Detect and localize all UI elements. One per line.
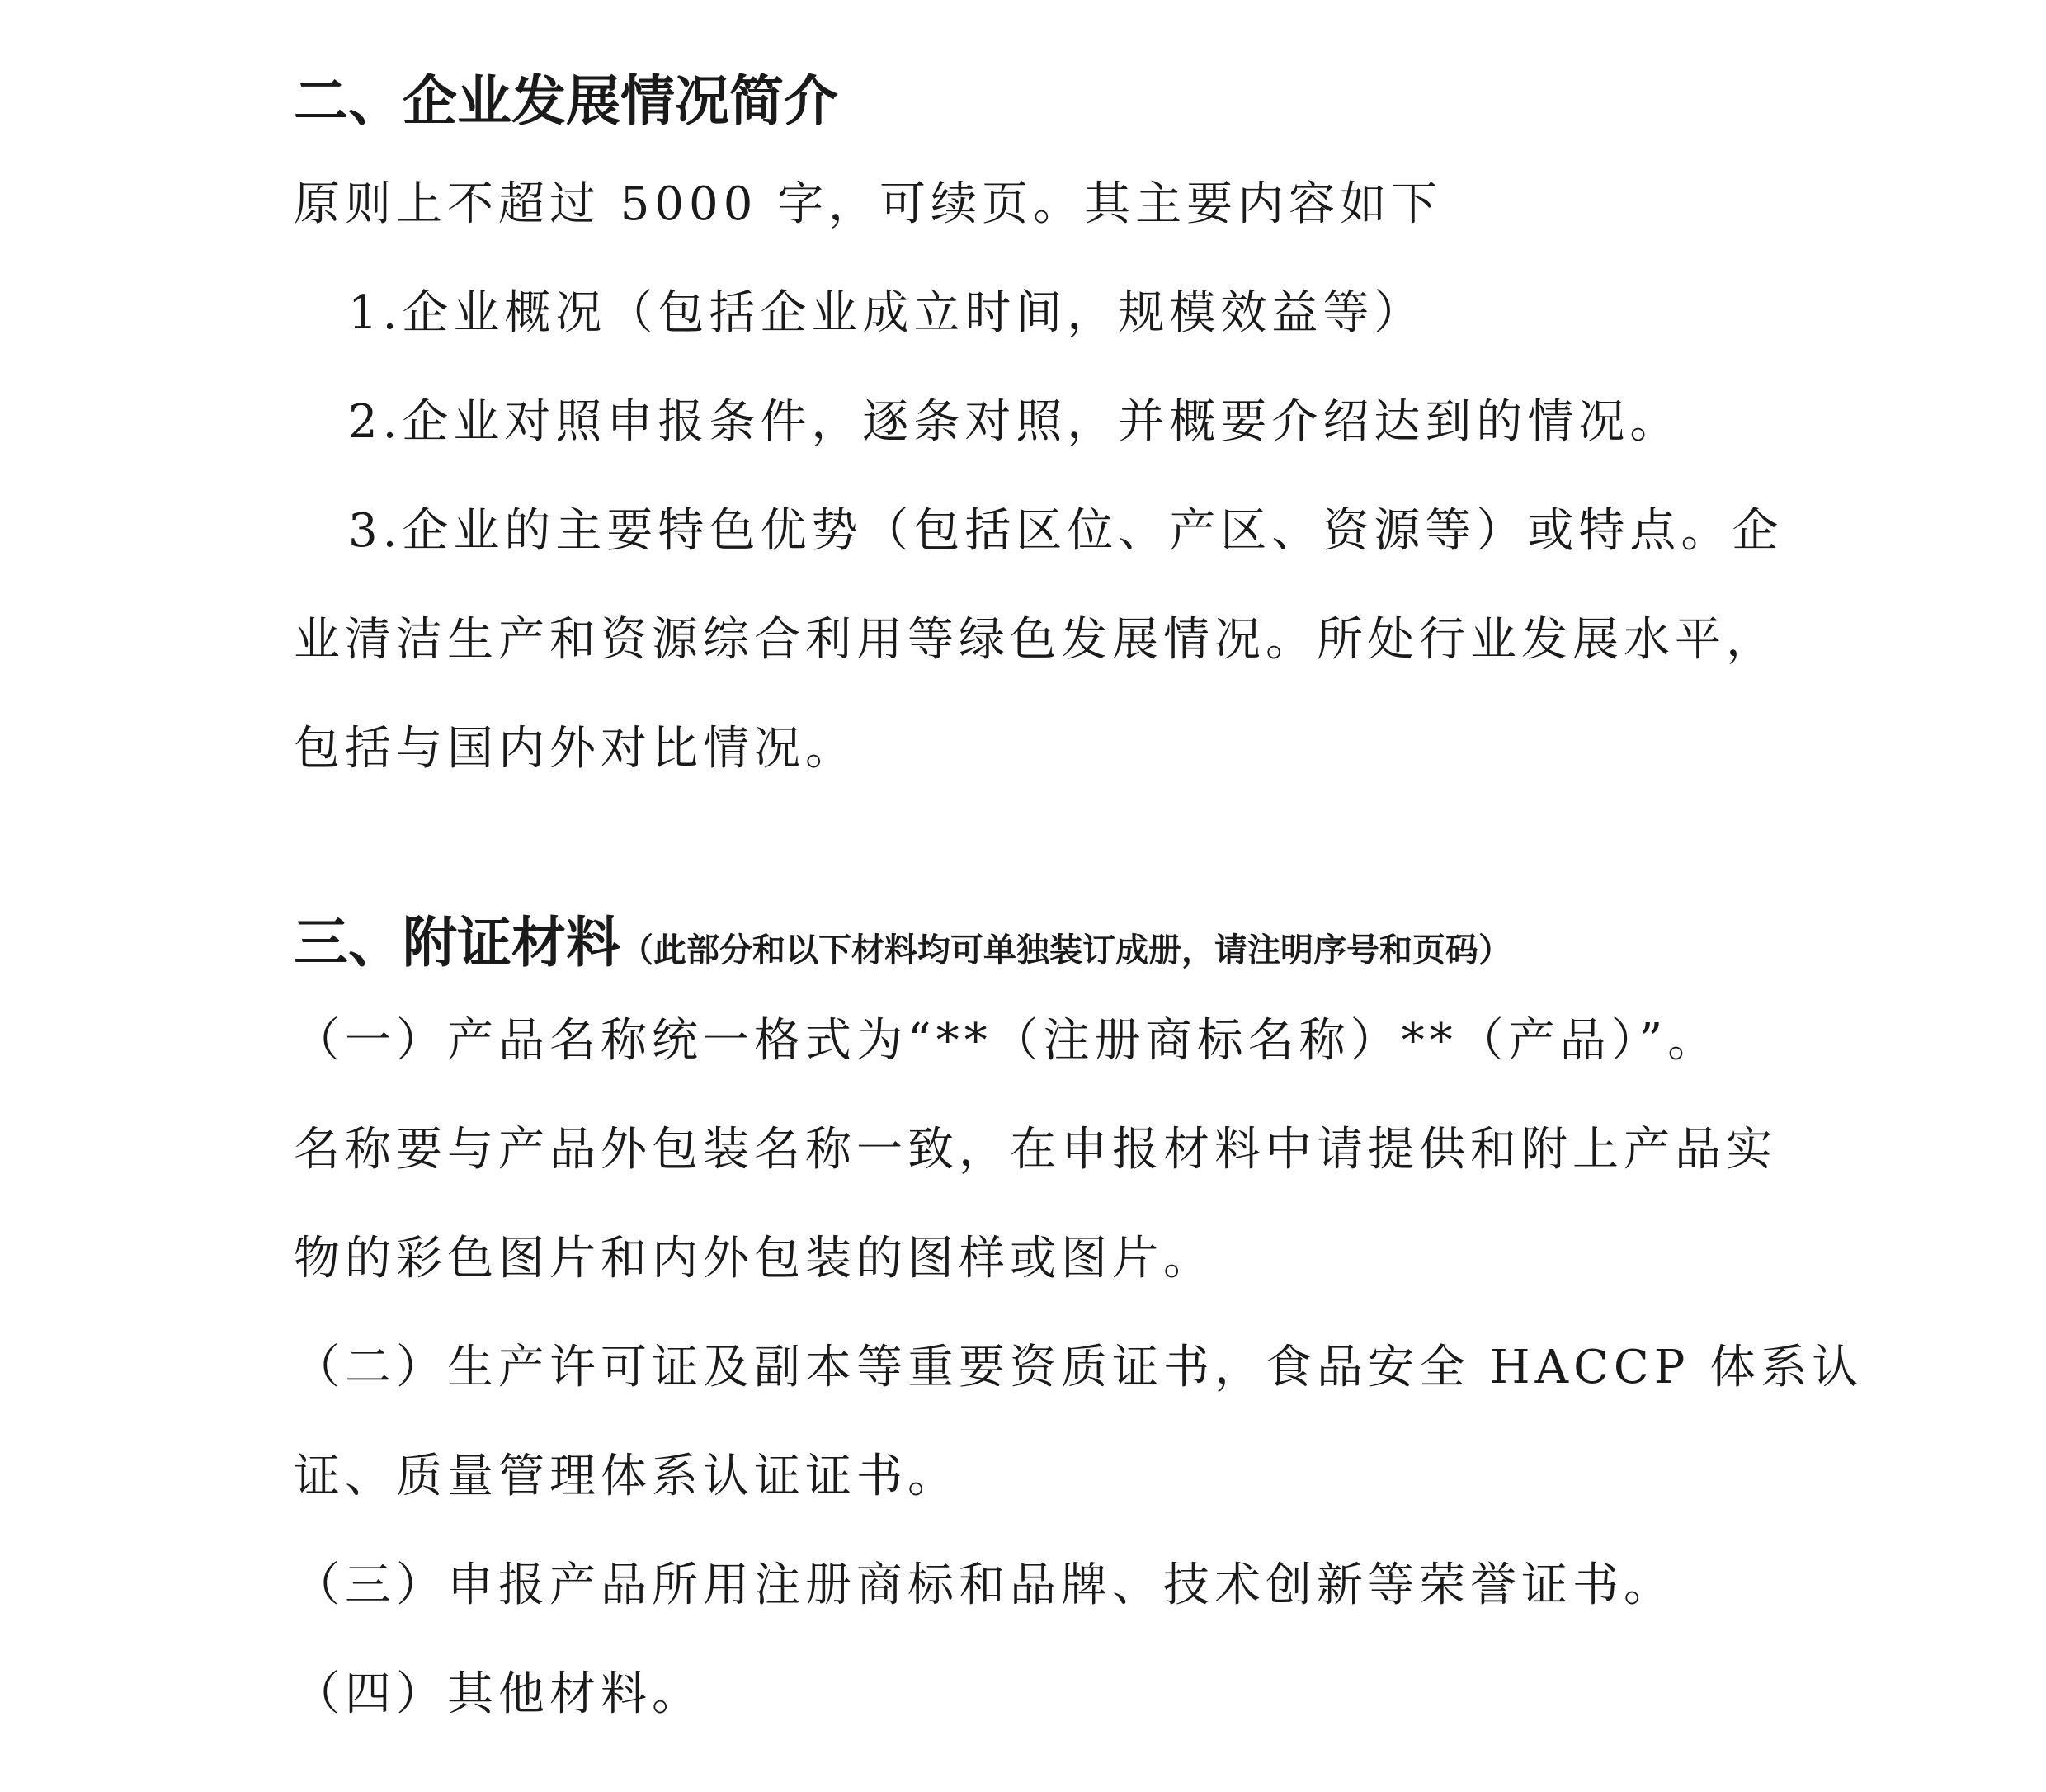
section3-item2 — [294, 1313, 1878, 1531]
section3-item3: （三）申报产品所用注册商标和品牌、技术创新等荣誉证书。 — [294, 1559, 1675, 1612]
section3-item2-line2: 证、质量管理体系认证证书。 — [294, 1450, 959, 1503]
section3-heading — [294, 911, 1878, 974]
section2-intro: 原则上不超过 5000 字，可续页。其主要内容如下 — [294, 177, 1443, 231]
section2-item3-line1: 3.企业的主要特色优势（包括区位、产区、资源等）或特点。企 — [348, 504, 1784, 558]
section2-item1: 1.企业概况（包括企业成立时间，规模效益等） — [348, 286, 1426, 340]
section3-item1-line2: 名称要与产品外包装名称一致，在申报材料中请提供和附上产品实 — [294, 1123, 1777, 1177]
section3-heading-note: （此部分和以下材料均可单独装订成册，请注明序号和页码） — [620, 931, 1511, 969]
section2-heading: 二、企业发展情况简介 — [294, 69, 838, 133]
section2-item3 — [294, 477, 1878, 804]
section3-item4: （四）其他材料。 — [294, 1667, 703, 1721]
section3-item1-line3: 物的彩色图片和内外包装的图样或图片。 — [294, 1232, 1214, 1285]
section3-item1-line1: （一）产品名称统一格式为“**（注册商标名称）**（产品）”。 — [294, 1014, 1719, 1068]
section2-item3-line3: 包括与国内外对比情况。 — [294, 722, 856, 776]
section3-item1 — [294, 987, 1878, 1313]
section3-item2-line1: （二）生产许可证及副本等重要资质证书，食品安全 HACCP 体系认 — [294, 1341, 1864, 1394]
section2-item2: 2.企业对照申报条件，逐条对照，并概要介绍达到的情况。 — [348, 395, 1681, 449]
document-page — [294, 69, 1878, 1749]
section2-item3-line2: 业清洁生产和资源综合利用等绿色发展情况。所处行业发展水平， — [294, 613, 1777, 667]
section3-heading-title: 三、附证材料 — [294, 911, 620, 974]
